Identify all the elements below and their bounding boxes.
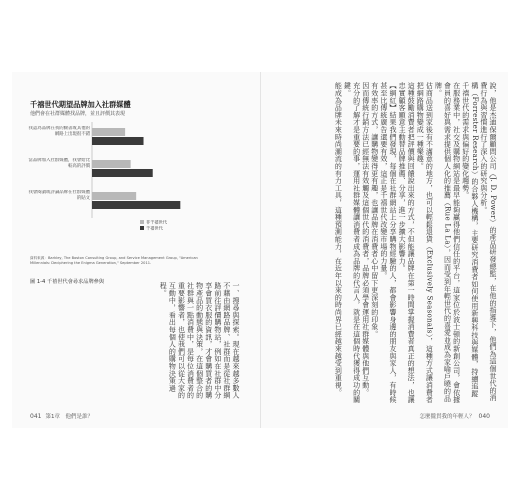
bar-non-millennial <box>92 128 125 136</box>
category-label: 我會閱讀或評論品牌在社群媒體的貼文 <box>28 190 90 201</box>
legend-label: 非千禧世代 <box>146 219 167 225</box>
legend-label: 千禧世代 <box>146 225 163 231</box>
bar-millennial <box>92 137 144 145</box>
right-page-paragraph: 因而傳統行銷方法已經無法有效觸及這個世代的消費者，品牌必須學會運用社群媒體與他們互動。 <box>361 82 370 396</box>
left-page <box>12 72 261 428</box>
left-page-folio <box>26 412 93 420</box>
right-page-paragraph: 說，他是杰迪保爾顧問公司（J. D. Power）的產品研發總監，在他的指導下，他們為這個世代的消費行為與習慣進行了深入的研究與分析。 <box>479 82 497 402</box>
page-number-left: 041 <box>30 413 42 420</box>
right-page <box>261 72 508 428</box>
bar-millennial <box>92 201 180 209</box>
right-page-folio <box>420 412 494 420</box>
figure-subtitle: 他們會在社群媒體找品牌，並且評價其表現 <box>30 111 126 117</box>
right-page-paragraph: 【網紅】結果我們發現，每個在社群網站上分享購物經驗的人，都會影響身邊的朋友與家人，有時候甚至比傳統廣告還要有效，這正是千禧世代改變市場的力量。 <box>379 82 397 404</box>
right-page-paragraph: 能成為品牌未來時尚潮流的有力工具，這種預測能力，在近年以來的時尚界已經越來越受到重視。 <box>334 82 343 396</box>
category-label: 當品牌加入社群媒體，我會給比較高的評價 <box>28 158 90 169</box>
bar-chart <box>28 118 188 258</box>
right-page-paragraph: 構（Forrester Research）的合夥人機構，主要研究消費者如何使用新興科技與媒體，持續追蹤千禧世代的需求與偏好的變化趨勢。 <box>461 82 479 398</box>
right-page-paragraph: 有效率的方式，讓購物變得更有趣，也讓品牌在消費者心中留下更深刻的印象。 <box>370 82 379 338</box>
right-page-paragraph: 估商品送到家後有不滿意的地方，也可以輕鬆退貨（Exclusively Seasonals），這種方式讓消費者把網路購物變成一種樂趣。 <box>416 82 434 404</box>
legend-swatch <box>140 220 144 224</box>
legend-swatch <box>140 226 144 230</box>
bar-non-millennial <box>92 192 136 200</box>
right-page-paragraph: 充分的了解才是重要的事，運用社群媒體讓消費者成為品牌的代言人，就是在這個時代獲得成功的關鍵。 <box>343 82 361 404</box>
figure-title: 千禧世代期望品牌加入社群媒體 <box>30 100 131 109</box>
right-page-body <box>275 82 497 404</box>
book-title-right: 怎麼攏貫我的年輕人？ <box>419 414 475 420</box>
right-page-paragraph: 這種鼓勵消費者把評價與回饋說出來的方式，不但能讓品牌在第一時間掌握消費者真正的想法，也讓忠實顧客願意主動替品牌推薦、分享，進一步擴大影響力。 <box>398 82 416 404</box>
category-label: 我認為品牌在我的臉書或其他的網路上出現很不錯 <box>28 126 90 137</box>
right-page-paragraph: 在服務業中，社交及購物網站是最早能夠贏得他們信任的平台，這家位於波士頓的新創公司，會依據會員的喜好與需求提供個人化的推薦（Rue La La），因而受到年輕世代的喜愛並成為家喻戶曉的品牌。 <box>434 82 461 404</box>
category-label-box <box>28 126 90 148</box>
figure-source: 資料來源：Barkley, The Boston Consulting Group, and Service Management Group, "American Millennials: Deciphering the Enigma Generation," September 2011. <box>30 256 198 265</box>
bar-millennial <box>92 169 153 177</box>
page-number-right: 040 <box>478 413 490 420</box>
book-spread <box>12 72 508 428</box>
left-page-body <box>140 282 240 406</box>
left-page-text: 一、搜尋與探索。現在越來越多數人不藉由網路品牌、社群而是從社群網路前往評價購物站，例如在社群中分享會買衣服的資訊，才會購買者的購物產品的動態與決策，在這個整合的社群與一點消費中，是每位消費者的重要影響者，也使我們可以從大家的互動中，看出每個人的購物決策過程。 <box>159 282 240 399</box>
category-label-box <box>28 190 90 212</box>
bar-non-millennial <box>92 160 131 168</box>
category-label-box <box>28 158 90 180</box>
chapter-title-left: 第1章 他們是誰？ <box>45 414 93 420</box>
figure-caption: 圖 1-4 千禧世代會尋求品牌參與 <box>30 279 105 285</box>
